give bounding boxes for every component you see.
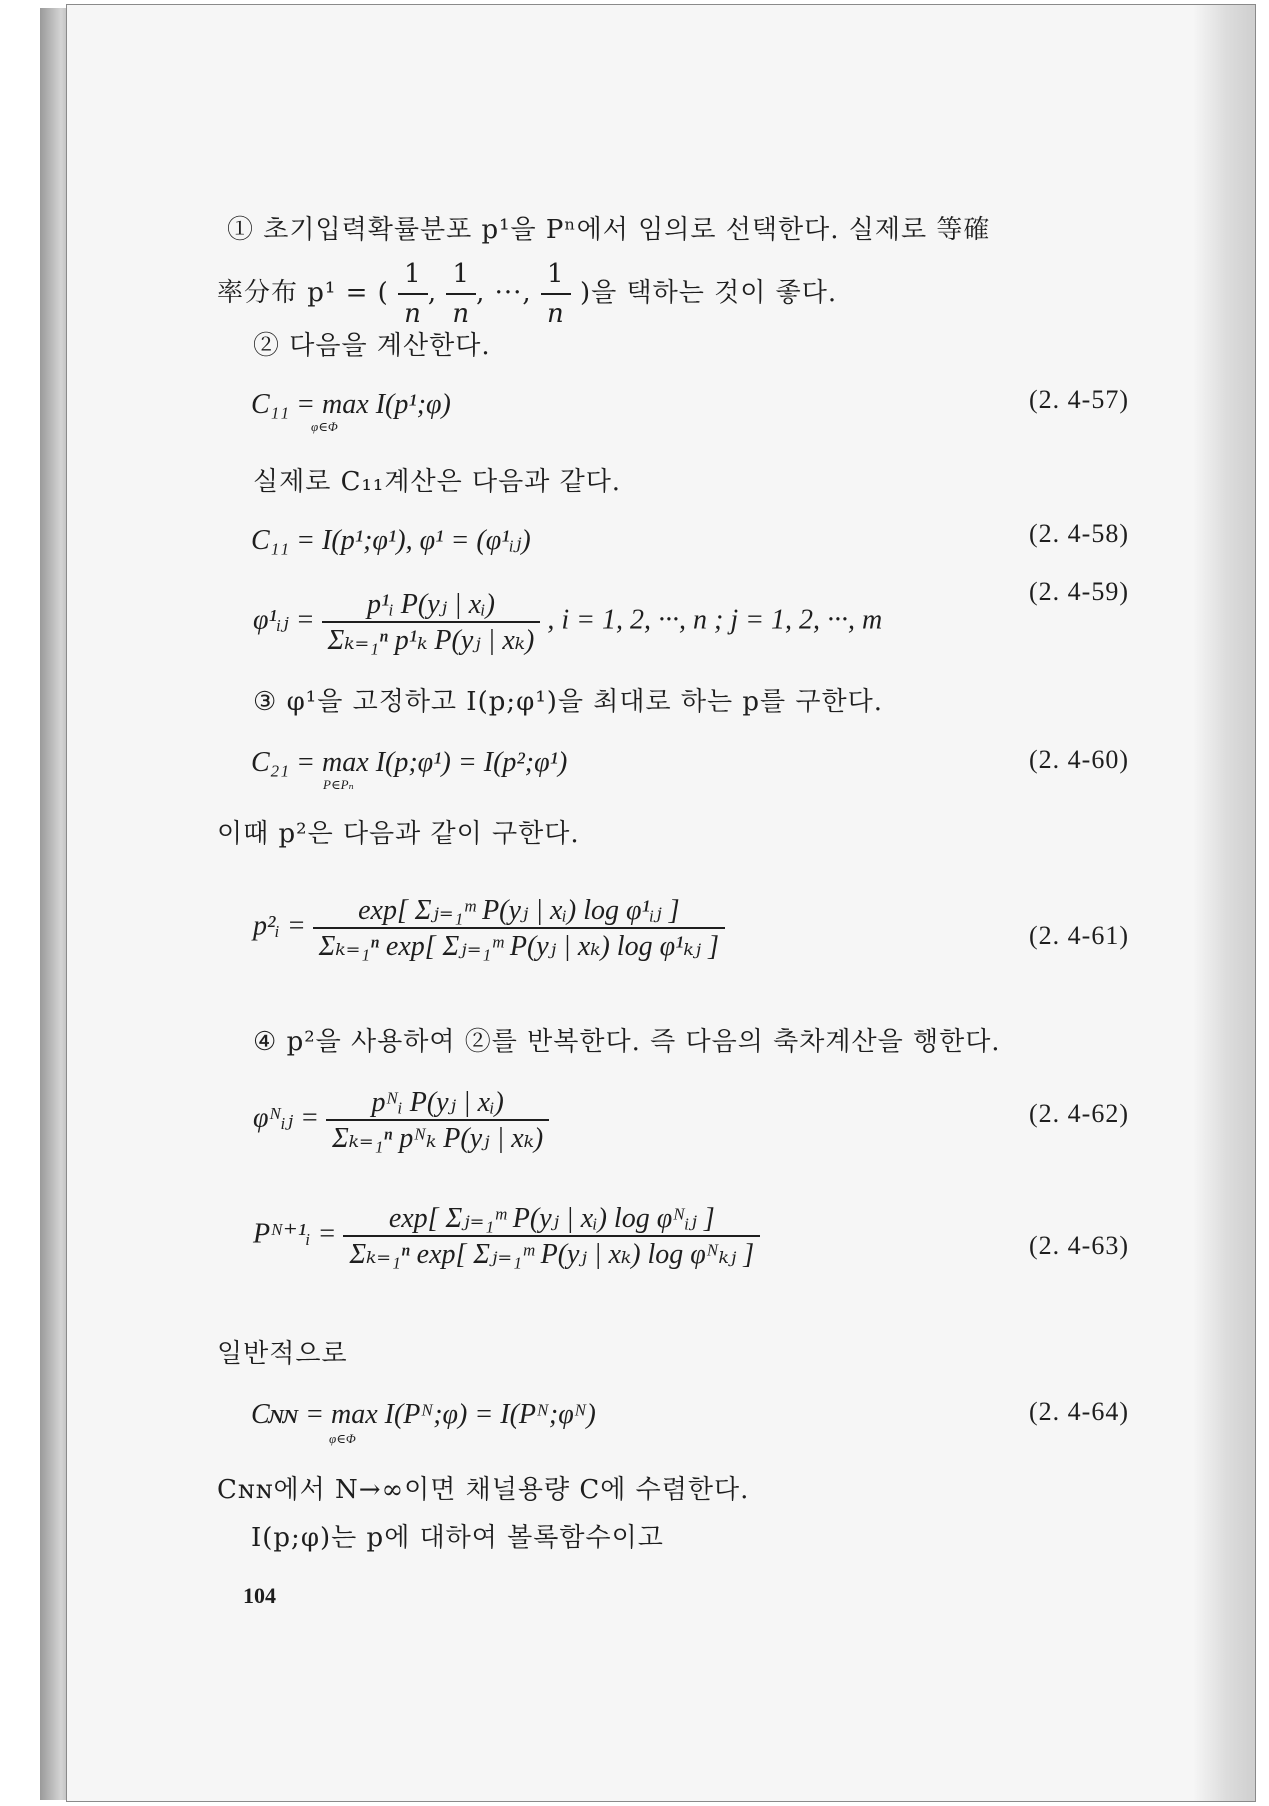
eq61-numerator: exp[ Σⱼ₌₁ᵐ P(yⱼ | xᵢ) log φ¹ᵢⱼ ] (313, 893, 725, 929)
eq61-lhs: p²ᵢ = (253, 910, 306, 942)
fraction-1-over-n (446, 255, 476, 333)
equation-2-4-63 (253, 1201, 760, 1271)
eq63-numerator: exp[ Σⱼ₌₁ᵐ P(yⱼ | xᵢ) log φᴺᵢⱼ ] (343, 1201, 760, 1237)
eq62-denominator: Σₖ₌₁ⁿ pᴺₖ P(yⱼ | xₖ) (332, 1123, 544, 1154)
eq-number-62: (2. 4-62) (1029, 1099, 1129, 1128)
equation-2-4-59 (253, 587, 882, 657)
eq-number-63: (2. 4-63) (1029, 1231, 1129, 1260)
general-text: 일반적으로 (217, 1339, 348, 1369)
eq63-fraction (343, 1201, 760, 1271)
step2-heading: ② 다음을 계산한다. (253, 331, 491, 361)
frac-denominator: n (404, 299, 422, 329)
eq-number-60: (2. 4-60) (1029, 745, 1129, 774)
eq-number-57: (2. 4-57) (1029, 385, 1129, 414)
eq57-max-subscript: φ∈Φ (311, 419, 338, 434)
eq64-max-subscript: φ∈Φ (329, 1431, 356, 1446)
converge-text: Cɴɴ에서 N→∞이면 채널용량 C에 수렴한다. (217, 1475, 750, 1505)
frac-denominator: n (452, 299, 471, 329)
eq59-fraction (322, 587, 541, 657)
eq62-fraction (326, 1085, 549, 1155)
step4-heading: ④ p²을 사용하여 ②를 반복한다. 즉 다음의 축차계산을 행한다. (253, 1027, 1001, 1057)
eq59-lhs: φ¹ᵢⱼ = (253, 604, 315, 636)
eq62-numerator: pᴺᵢ P(yⱼ | xᵢ) (326, 1085, 549, 1121)
eq-number-59: (2. 4-59) (1029, 577, 1129, 606)
equation-2-4-61 (253, 893, 725, 963)
equation-2-4-57: C₁₁ = max I(p¹;φ) (251, 389, 451, 420)
fraction-1-over-n (541, 255, 571, 333)
page-number: 104 (243, 1583, 276, 1608)
eq61-denominator: Σₖ₌₁ⁿ exp[ Σⱼ₌₁ᵐ P(yⱼ | xₖ) log φ¹ₖⱼ ] (318, 931, 719, 962)
equation-2-4-60: C₂₁ = max I(p;φ¹) = I(p²;φ¹) (251, 747, 568, 778)
eq59-denominator: Σₖ₌₁ⁿ p¹ₖ P(yⱼ | xₖ) (327, 625, 535, 656)
eq62-lhs: φᴺᵢⱼ = (253, 1102, 320, 1134)
fraction-1-over-n (398, 255, 428, 333)
eq63-lhs: Pᴺ⁺¹ᵢ = (253, 1218, 337, 1250)
frac-numerator: 1 (398, 255, 428, 295)
eq-number-61: (2. 4-61) (1029, 921, 1129, 950)
step1-line2-prefix: 率分布 p¹ = ( (217, 278, 389, 308)
then-text: 이때 p²은 다음과 같이 구한다. (217, 819, 580, 849)
equation-2-4-64: Cɴɴ = max I(Pᴺ;φ) = I(Pᴺ;φᴺ) (251, 1399, 596, 1430)
concave-text: I(p;φ)는 p에 대하여 볼록함수이고 (251, 1523, 664, 1553)
page-content (67, 5, 1255, 1801)
step1-line2-suffix: )을 택하는 것이 좋다. (579, 278, 838, 308)
eq59-condition: , i = 1, 2, ···, n ; j = 1, 2, ···, m (547, 604, 883, 636)
equation-2-4-58: C₁₁ = I(p¹;φ¹), φ¹ = (φ¹ᵢⱼ) (251, 525, 531, 556)
eq60-max-subscript: P∈Pₙ (323, 777, 354, 792)
equation-2-4-62 (253, 1085, 549, 1155)
eq59-numerator: p¹ᵢ P(yⱼ | xᵢ) (322, 587, 541, 623)
frac-numerator: 1 (541, 255, 571, 295)
frac-numerator: 1 (446, 255, 476, 295)
step1-line1: ① 초기입력확률분포 p¹을 Pⁿ에서 임의로 선택한다. 실제로 等確 (227, 215, 991, 245)
frac-denominator: n (546, 299, 565, 329)
step3-heading: ③ φ¹을 고정하고 I(p;φ¹)을 최대로 하는 p를 구한다. (253, 687, 884, 717)
eq-number-64: (2. 4-64) (1029, 1397, 1129, 1426)
eq-number-58: (2. 4-58) (1029, 519, 1129, 548)
step1-line2: 率分布 p¹ = ( $\frac{1}{n}$ , $\frac{1}{n}$ , ···, $\frac{1}{n}$ )을 택하는 것이 좋다. (217, 255, 837, 333)
eq61-fraction (313, 893, 725, 963)
eq63-denominator: Σₖ₌₁ⁿ exp[ Σⱼ₌₁ᵐ P(yⱼ | xₖ) log φᴺₖⱼ ] (349, 1239, 755, 1270)
book-page (66, 4, 1256, 1802)
calc-text: 실제로 C₁₁계산은 다음과 같다. (253, 467, 622, 497)
